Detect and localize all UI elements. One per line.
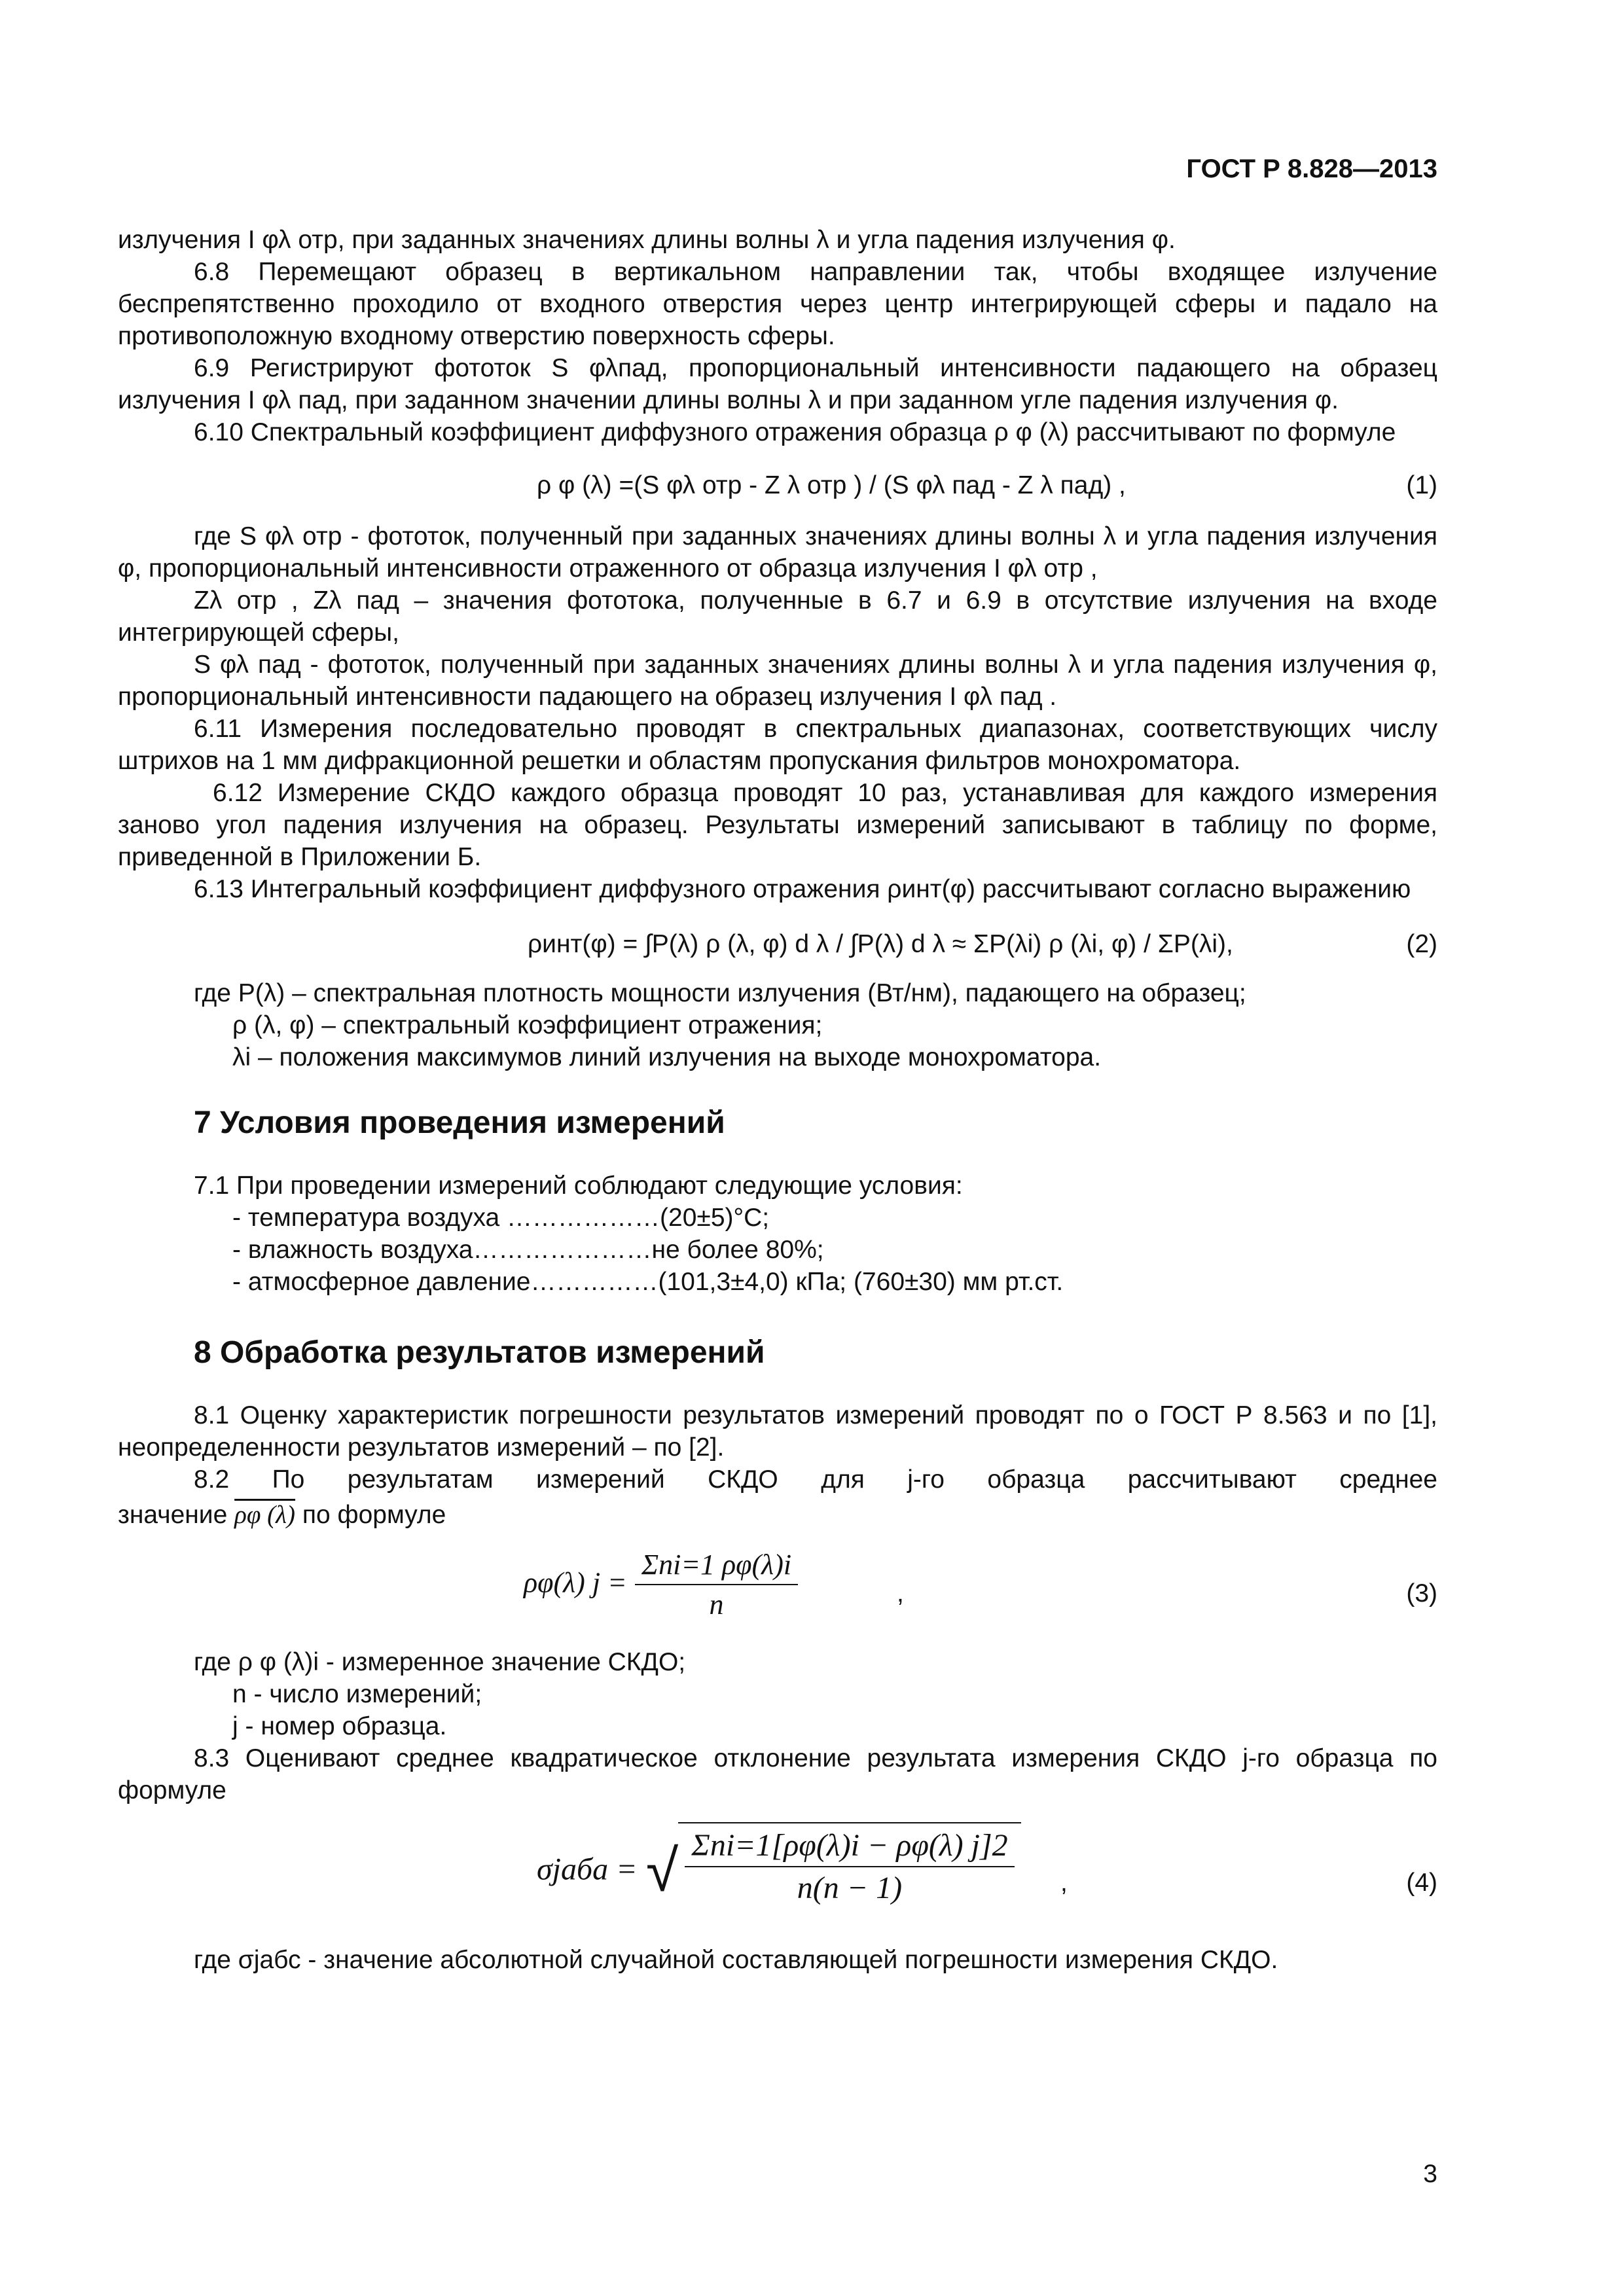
formula-4-sqrt [646, 1822, 1021, 1920]
section-heading-7: 7 Условия проведения измерений [194, 1105, 725, 1140]
paragraph-6-13: 6.13 Интегральный коэффициент диффузного отражения ρинт(φ) рассчитывают согласно выражению [194, 875, 1411, 903]
paragraph-8-3: 8.3 Оценивают среднее квадратическое отклонение результата измерения СКДО j-го образца по формуле [118, 1744, 1437, 1804]
paragraph-6-12: 6.12 Измерение СКДО каждого образца проводят 10 раз, устанавливая для каждого измерения заново угол падения излучения на образец. Результаты измерений записывают в таблицу по форме, приведенной в Приложении Б. [118, 779, 1437, 871]
formula-1-number: (1) [1406, 471, 1437, 499]
paragraph-6-11: 6.11 Измерения последовательно проводят в спектральных диапазонах, соответствующих числу штрихов на 1 мм дифракционной решетки и областям пропускания фильтров монохроматора. [118, 715, 1437, 775]
condition-item: - температура воздуха ………………(20±5)°С; [232, 1204, 770, 1232]
paragraph-8-2-cont [118, 1496, 1437, 1535]
document-body [118, 0, 1437, 1976]
formula-4-radicand [678, 1822, 1020, 1920]
formula-1-expression: ρ φ (λ) =(S φλ отр - Z λ отр ) / (S φλ пад - Z λ пад) , [537, 471, 1126, 499]
paragraph-where: j - номер образца. [232, 1712, 447, 1740]
paragraph-7-1: 7.1 При проведении измерений соблюдают следующие условия: [194, 1172, 963, 1200]
formula-4-comma: , [1060, 1869, 1068, 1897]
paragraph-text: значение [118, 1501, 228, 1529]
paragraph-where: где ρ φ (λ)i - измеренное значение СКДО; [194, 1648, 686, 1676]
paragraph-6-8: 6.8 Перемещают образец в вертикальном направлении так, чтобы входящее излучение беспрепятственно проходило от входного отверстия через центр интегрирующей сферы и падало на противоположную входному отверстию поверхность сферы. [118, 258, 1437, 350]
paragraph-where: Zλ отр , Zλ пад – значения фототока, полученные в 6.7 и 6.9 в отсутствие излучения на входе интегрирующей сферы, [118, 586, 1437, 647]
formula-2 [118, 905, 1437, 977]
formula-3-numerator: Σni=1 ρφ(λ)i [635, 1548, 798, 1585]
formula-4 [118, 1806, 1437, 1944]
condition-item: - атмосферное давление……………(101,3±4,0) кПа; (760±30) мм рт.ст. [232, 1268, 1064, 1296]
formula-2-expression: ρинт(φ) = ∫P(λ) ρ (λ, φ) d λ / ∫P(λ) d λ ≈ ΣP(λi) ρ (λi, φ) / ΣP(λi), [528, 930, 1233, 958]
formula-3-lhs: ρφ(λ) j = [524, 1566, 627, 1599]
formula-3-denominator: n [709, 1588, 724, 1621]
formula-4-fraction [685, 1827, 1014, 1906]
paragraph-where: λi – положения максимумов линий излучения на выходе монохроматора. [232, 1043, 1102, 1071]
rho-mean-symbol: ρφ (λ) [234, 1501, 296, 1529]
paragraph-6-10: 6.10 Спектральный коэффициент диффузного отражения образца ρ φ (λ) рассчитывают по формуле [194, 418, 1396, 446]
paragraph-where: n - число измерений; [232, 1680, 482, 1708]
paragraph-8-1: 8.1 Оценку характеристик погрешности результатов измерений проводят по о ГОСТ Р 8.563 и по [1], неопределенности результатов измерений – по [2]. [118, 1401, 1437, 1462]
page-number: 3 [1423, 2160, 1437, 2188]
paragraph-where: где σjабс - значение абсолютной случайной составляющей погрешности измерения СКДО. [194, 1946, 1278, 1974]
paragraph-where: S φλ пад - фототок, полученный при заданных значениях длины волны λ и угла падения излучения φ, пропорциональный интенсивности падающего на образец излучения I φλ пад . [118, 651, 1437, 711]
formula-4-number: (4) [1406, 1869, 1437, 1897]
formula-3-fraction [635, 1548, 798, 1621]
formula-3 [118, 1535, 1437, 1646]
paragraph-where: ρ (λ, φ) – спектральный коэффициент отражения; [232, 1011, 823, 1039]
section-heading-8: 8 Обработка результатов измерений [194, 1335, 765, 1370]
sqrt-icon: √ [645, 1839, 679, 1904]
paragraph-where: где P(λ) – спектральная плотность мощности излучения (Вт/нм), падающего на образец; [194, 979, 1246, 1007]
formula-3-comma: , [897, 1579, 904, 1607]
formula-1 [118, 448, 1437, 520]
condition-item: - влажность воздуха…………………не более 80%; [232, 1236, 824, 1264]
formula-4-numerator: Σni=1[ρφ(λ)i − ρφ(λ) j]2 [685, 1827, 1014, 1867]
formula-3-number: (3) [1406, 1579, 1437, 1607]
page-header: ГОСТ Р 8.828—2013 [1186, 154, 1437, 183]
formula-3-expression [524, 1548, 798, 1621]
paragraph: излучения I φλ отр, при заданных значениях длины волны λ и угла падения излучения φ. [118, 226, 1176, 254]
paragraph-text: по формуле [302, 1501, 446, 1529]
paragraph-8-2: 8.2 По результатам измерений СКДО для j-го образца рассчитывают среднее [194, 1465, 1437, 1494]
formula-4-lhs: σjaба = [537, 1852, 638, 1887]
paragraph-where: где S φλ отр - фототок, полученный при заданных значениях длины волны λ и угла падения излучения φ, пропорциональный интенсивности отраженного от образца излучения I φλ отр , [118, 522, 1437, 583]
formula-4-denominator: n(n − 1) [797, 1871, 903, 1905]
formula-2-number: (2) [1406, 930, 1437, 958]
formula-4-expression [537, 1822, 1021, 1920]
paragraph-6-9: 6.9 Регистрируют фототок S φλпад, пропорциональный интенсивности падающего на образец излучения I φλ пад, при заданном значении длины волны λ и при заданном угле падения излучения φ. [118, 354, 1437, 414]
